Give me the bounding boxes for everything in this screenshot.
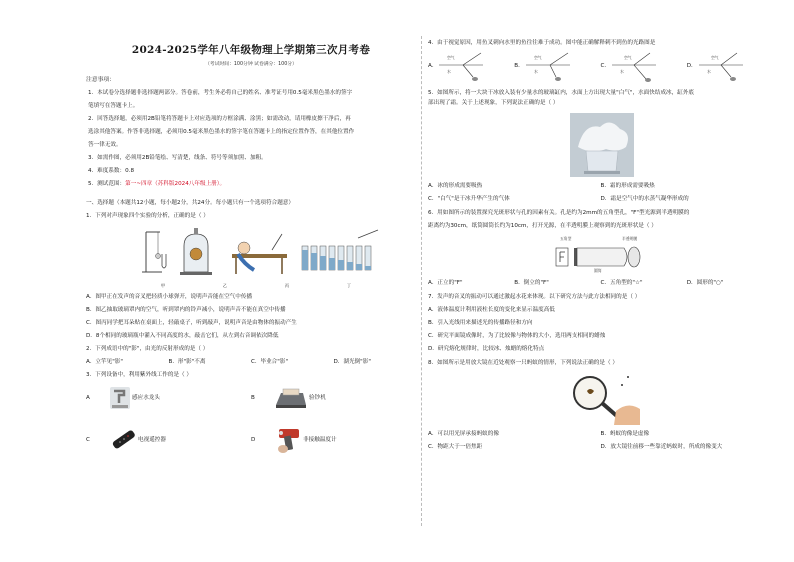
q3-letter-d: D xyxy=(251,436,256,443)
q1-label-c: 丙 xyxy=(284,283,290,289)
q3-text-d: 非接触温度计 xyxy=(303,436,337,443)
q3-options xyxy=(86,385,416,455)
q5-stem-1: 5．如图所示，将一大块干冰放入装有少量水的玻璃缸内，水面上方出现大量"白气"，水面快结成冰，缸外底 xyxy=(428,89,695,96)
dry-ice-photo xyxy=(570,113,634,177)
q4-option-d xyxy=(687,51,773,83)
q1-option-c: C．图丙同学把耳朵贴在桌面上，轻敲桌子，听到敲声，说明声音是由物体的振动产生 xyxy=(86,320,297,327)
money-detector-icon xyxy=(273,387,309,409)
note-line xyxy=(86,181,416,188)
q2-option-b: B．形"影"不离 xyxy=(168,359,206,366)
q3-option-d xyxy=(251,425,416,455)
q7-option-c: C．研究平面镜成像时，为了比较像与物体的大小，选用两支相同的蜡烛 xyxy=(428,332,606,339)
q4-water-label: 水 xyxy=(447,68,452,74)
thermometer-gun-icon xyxy=(273,425,303,455)
q4-water-label: 水 xyxy=(533,68,538,74)
q4-air-label: 空气 xyxy=(710,54,719,60)
q6-label-star: 五角型 xyxy=(560,235,572,241)
note-line: 1．本试卷分选择题非选择题两部分。答卷前，考生务必将自己的姓名、准考证号用0.5毫米黑色墨水的签字 xyxy=(88,90,353,97)
q5-options xyxy=(428,183,773,203)
q3-text-b: 验钞机 xyxy=(309,394,326,401)
q4-diagram-d xyxy=(697,51,745,83)
q3-letter-b: B xyxy=(251,394,255,401)
q2-stem: 2．下列成语中的"影"，由光的反射形成的是（ ） xyxy=(86,346,209,353)
note-line: 笔填写在答题卡上。 xyxy=(88,103,139,110)
q6-option-d: D．圆形的"○" xyxy=(686,279,724,286)
q4-letter-c: C． xyxy=(600,63,610,70)
note-line: 4．难度系数：0.8 xyxy=(88,168,135,175)
q8-option-d: D．放大镜往前移一些靠近蚂蚁时，所成的像变大 xyxy=(600,443,723,450)
q2-option-c: C．毕业合"影" xyxy=(251,359,289,366)
q7-option-a: A．液体温度计利用液柱长度的变化来显示温度高低 xyxy=(428,306,555,313)
q6-label-tube: 圆筒 xyxy=(594,267,602,273)
q4-options xyxy=(428,51,773,83)
q4-letter-d: D． xyxy=(686,63,697,70)
q7-option-d: D．研究熔化规律时，比较冰、烛蜡的熔化特点 xyxy=(428,345,545,352)
q6-apparatus xyxy=(546,234,666,274)
q1-label-d: 丁 xyxy=(346,283,352,289)
q6-option-a: A．正立的"F" xyxy=(428,279,463,286)
q1-option-d: D．8个相同的玻璃瓶中灌入不同高度的水，敲击它们，从左到右音调依次降低 xyxy=(86,333,279,340)
q2-option-d: D．湖光倒"影" xyxy=(333,359,371,366)
q1-label-a: 甲 xyxy=(160,283,166,289)
note-scope-label: 5．测试范围： xyxy=(88,181,126,188)
q5-stem-2: 部出现了霜。关于上述现象，下列说法正确的是（ ） xyxy=(428,99,559,106)
q6-label-film: 半透明膜 xyxy=(622,235,638,241)
note-scope-red: 第一~四章（苏科版2024八年级上册）。 xyxy=(125,181,226,188)
q4-water-label: 水 xyxy=(706,68,711,74)
q3-stem: 3．下列设备中，利用紫外线工作的是（ ） xyxy=(86,372,193,379)
q1-figure-labels xyxy=(132,283,382,288)
q4-stem: 4．由于视觉原因，用鱼叉刺向水里的鱼往往难于成功。图中能正确解释刺不到鱼的光路图是 xyxy=(428,40,656,46)
q2-option-a: A．立竿见"影" xyxy=(86,359,123,366)
q1-stem: 1．下列对声现象四个实验的分析，正确的是（ ） xyxy=(86,213,209,220)
column-divider xyxy=(421,36,422,526)
q8-option-b: B．蚂蚁的像是虚像 xyxy=(600,430,650,437)
q8-stem: 8．如图所示是用放大镜在近处观察一只蚂蚁的情形，下列说法正确的是（ ） xyxy=(428,359,618,366)
q4-diagram-a xyxy=(437,51,485,83)
q4-diagram-b xyxy=(524,51,572,83)
q4-diagram-c xyxy=(610,51,658,83)
q1-label-b: 乙 xyxy=(222,283,228,289)
q1-option-b: B．图乙抽取玻璃罩内的空气，听到罩内的铃声减小，说明声音不能在真空中传播 xyxy=(86,307,286,314)
q3-option-a xyxy=(86,385,251,411)
q3-text-c: 电视遥控器 xyxy=(138,436,166,443)
exam-title: 2024-2025学年八年级物理上学期第三次月考卷 xyxy=(131,44,371,56)
q6-options xyxy=(428,280,773,287)
note-line: 3．如需作图，必须用2B铅笔绘、写清楚，线条、符号等须加黑、加粗。 xyxy=(88,155,267,162)
q4-option-c xyxy=(601,51,687,83)
q4-water-label: 水 xyxy=(620,68,624,74)
q2-options xyxy=(86,359,416,366)
q4-option-a xyxy=(428,51,514,83)
q5-option-a: A．冰的形成需要吸热 xyxy=(428,182,483,189)
q4-air-label: 空气 xyxy=(624,54,632,60)
exam-subtitle: （考试时间：100分钟 试卷满分：100分） xyxy=(205,62,297,68)
q6-option-c: C．五角型的"☆" xyxy=(600,279,643,286)
q1-figure xyxy=(132,224,382,282)
q5-option-c: C．"白气"是干冰升华产生的气体 xyxy=(428,195,510,202)
q8-options xyxy=(428,431,773,451)
q8-option-c: C．物距大于一倍焦距 xyxy=(428,443,483,450)
remote-control-icon xyxy=(108,426,138,454)
q4-option-b xyxy=(514,51,600,83)
note-line: 答一律无效。 xyxy=(88,142,122,149)
right-column xyxy=(428,40,773,451)
section-heading: 一、选择题（本题共12小题，每小题2分，共24分。每小题只有一个选项符合题意） xyxy=(86,200,294,207)
magnifier-photo xyxy=(566,371,644,425)
q6-stem-1: 6．用如图所示的装置探究光斑形状与孔的因素有关。孔是约为2mm的五角型孔，"F"型光源到半透明膜的 xyxy=(428,209,690,216)
q6-stem-2: 距离约为30cm，纸筒圆筒长约为10cm，打开光源，在半透明膜上观察到的光斑形状是（ ） xyxy=(428,222,657,229)
note-line: 2．回答选择题，必须用2B铅笔将答题卡上对应选项的方框涂满、涂黑；如需改动，请用橡皮擦干净后，再 xyxy=(88,116,351,123)
q3-letter-c: C xyxy=(86,436,90,443)
q3-letter-a: A xyxy=(86,394,90,401)
q3-option-c xyxy=(86,425,251,455)
q7-option-b: B．引入光线用来描述光的传播路径和方向 xyxy=(428,319,533,326)
notes-heading: 注意事项： xyxy=(86,77,115,84)
q5-option-b: B．霜的形成需要吸热 xyxy=(600,182,655,189)
note-line: 选涂其他答案。作答非选择题，必须用0.5毫米黑色墨水的签字笔在答题卡上的指定位置作答，在其他位置作 xyxy=(88,129,355,136)
q3-text-a: 感应水龙头 xyxy=(132,394,160,401)
faucet-icon xyxy=(108,385,132,411)
q4-letter-b: B． xyxy=(514,63,524,70)
q5-option-d: D．霜是空气中的水蒸气凝华形成的 xyxy=(600,195,689,202)
q8-option-a: A．可以用光屏承接蚂蚁的像 xyxy=(428,430,499,437)
q7-stem: 7．发声的音叉的振动可以通过激起水花来体现。以下研究方法与此方法相同的是（ ） xyxy=(428,293,641,300)
q6-option-b: B．倒立的"F" xyxy=(514,279,549,286)
q4-air-label: 空气 xyxy=(533,54,542,60)
q4-air-label: 空气 xyxy=(447,54,456,60)
q1-option-a: A．图甲正在发声的音叉把轻质小球弹开，说明声音能在空气中传播 xyxy=(86,294,253,301)
q4-letter-a: A． xyxy=(428,63,438,70)
q3-option-b xyxy=(251,385,416,411)
left-column xyxy=(86,40,416,455)
